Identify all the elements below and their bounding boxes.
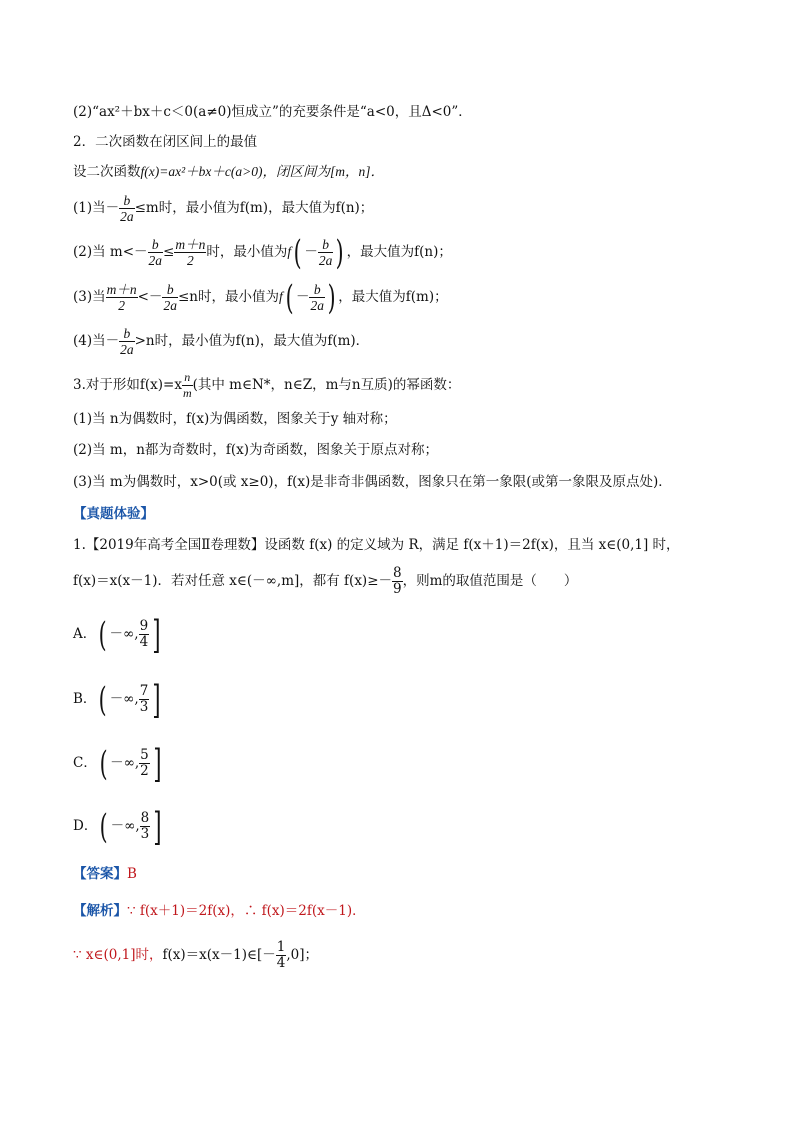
option-d[interactable]: D．( －∞, $\frac{8}{3}$ ] [73, 804, 162, 849]
option-b[interactable]: B．( －∞, $\frac{7}{3}$ ] [73, 677, 161, 722]
case-3-line: (3)当 $\frac{m+n}{2}$ <－ $\frac{b}{2a}$ ≤n时，最小值为f( － $\frac{b}{2a}$ ) ，最大值为f(m)； [73, 277, 448, 318]
fraction-b-over-2a: $\frac{b}{2a}$ [120, 193, 134, 224]
case-2-line: (2)当 m<－ $\frac{b}{2a}$ ≤ $\frac{m+n}{2}$ 时，最小值为f( － $\frac{b}{2a}$ ) ，最大值为f(n)； [73, 232, 452, 273]
analysis-line-2: ∵ x∈(0,1]时，f(x)＝x(x－1)∈[－ $\frac{1}{4}$ ,0]； [73, 939, 319, 971]
question-line-2: f(x)＝x(x－1)．若对任意 x∈(－∞,m]，都有 f(x)≥－ $\frac{8}{9}$ ，则m的取值范围是（ ） [73, 565, 578, 597]
power-rule-1: (1)当 n为偶数时，f(x)为偶函数，图象关于y 轴对称； [73, 411, 397, 427]
section-heading-2: 2．二次函数在闭区间上的最值 [73, 134, 258, 150]
case-4-line: (4)当－ $\frac{b}{2a}$ >n时，最小值为f(n)，最大值为f(m)． [73, 326, 370, 357]
question-line-1: 1.【2019年高考全国Ⅱ卷理数】设函数 f(x) 的定义域为 R，满足 f(x＋1)＝2f(x)，且当 x∈(0,1] 时， [73, 537, 680, 553]
power-rule-2: (2)当 m，n都为奇数时，f(x)为奇函数，图象关于原点对称； [73, 442, 439, 458]
answer-line: 【答案】B [73, 866, 137, 882]
option-c[interactable]: C．( －∞, $\frac{5}{2}$ ] [73, 741, 162, 786]
case-1-line: (1)当－ $\frac{b}{2a}$ ≤m时，最小值为f(m)，最大值为f(n)； [73, 193, 374, 224]
power-rule-3: (3)当 m为偶数时，x>0(或 x≥0)，f(x)是非奇非偶函数，图象只在第一象限(或第一象限及原点处)． [73, 474, 672, 490]
condition-line: (2)“ax²＋bx＋c＜0(a≠0)恒成立”的充要条件是“a<0，且Δ<0”． [73, 104, 472, 120]
analysis-line-1: 【解析】∵ f(x＋1)＝2f(x)，∴ f(x)＝2f(x－1)． [73, 903, 366, 919]
quadratic-definition-line: 设二次函数f(x)=ax²＋bx＋c(a>0)，闭区间为[m，n]． [73, 164, 384, 180]
power-function-heading: 3.对于形如f(x)=x $\frac{n}{m}$ (其中 m∈N*，n∈Z，m与n互质)的幂函数： [73, 370, 461, 400]
option-a[interactable]: A．( －∞, $\frac{9}{4}$ ] [73, 612, 161, 657]
real-question-heading: 【真题体验】 [73, 506, 154, 522]
